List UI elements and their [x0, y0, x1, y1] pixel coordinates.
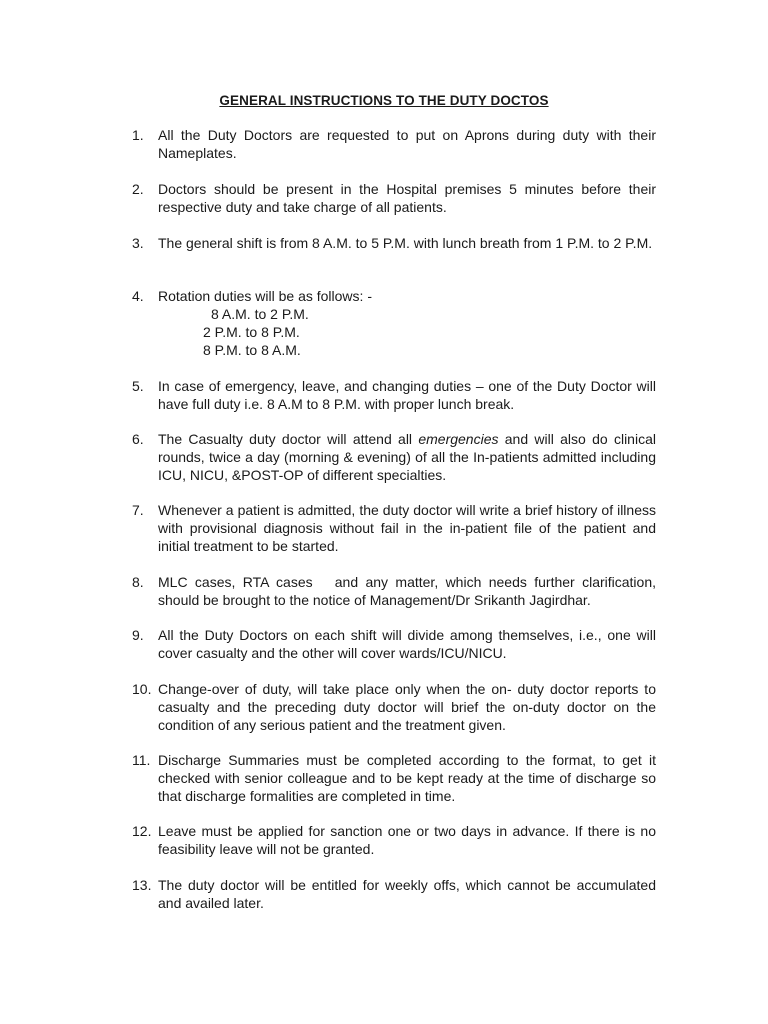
item-number: 11. — [132, 752, 151, 768]
item-number: 6. — [132, 431, 144, 447]
rotation-shift-1: 8 A.M. to 2 P.M. — [211, 306, 309, 322]
item-text-before: The Casualty duty doctor will attend all — [158, 431, 419, 447]
item-number: 13. — [132, 877, 152, 893]
instruction-item-6 — [132, 430, 656, 484]
instruction-item-13 — [132, 876, 656, 912]
item-number: 8. — [132, 574, 144, 590]
item-text-after: and will also do clinical rounds, twice a day (morning & evening) of all the In-patients admitted including ICU, NICU, &POST-OP of different specialties. — [158, 431, 656, 483]
item-text: MLC cases, RTA cases and any matter, which needs further clarification, should be brought to the notice of Management/Dr Srikanth Jagirdhar. — [158, 574, 660, 608]
item-text — [158, 287, 656, 359]
item-number: 7. — [132, 502, 144, 518]
instruction-item-9 — [132, 626, 656, 662]
instruction-item-12 — [132, 822, 656, 858]
instruction-item-8 — [132, 573, 660, 609]
item-text: The duty doctor will be entitled for weekly offs, which cannot be accumulated and availed later. — [158, 877, 656, 911]
instruction-item-10 — [132, 680, 656, 734]
item-number: 1. — [132, 127, 144, 143]
item-number: 9. — [132, 627, 144, 643]
item-number: 2. — [132, 181, 144, 197]
item-text: Whenever a patient is admitted, the duty doctor will write a brief history of illness with provisional diagnosis without fail in the in-patient file of the patient and initial treatment to be started. — [158, 502, 656, 554]
instruction-item-2 — [132, 180, 656, 216]
item-text: Doctors should be present in the Hospital premises 5 minutes before their respective duty and take charge of all patients. — [158, 181, 656, 215]
instruction-item-5 — [132, 377, 656, 413]
item-text — [158, 430, 656, 484]
item-number: 5. — [132, 378, 144, 394]
rotation-shift-2: 2 P.M. to 8 P.M. — [203, 324, 300, 340]
item-number: 3. — [132, 235, 144, 251]
item-number: 4. — [132, 288, 144, 304]
document-title: GENERAL INSTRUCTIONS TO THE DUTY DOCTOS — [219, 93, 549, 108]
item-text: The general shift is from 8 A.M. to 5 P.M. with lunch breath from 1 P.M. to 2 P.M. — [158, 235, 653, 251]
item-text: In case of emergency, leave, and changing duties – one of the Duty Doctor will have full duty i.e. 8 A.M to 8 P.M. with proper lunch break. — [158, 378, 656, 412]
item-text-emphasis: emergencies — [418, 431, 499, 447]
item-text: All the Duty Doctors on each shift will divide among themselves, i.e., one will cover casualty and the other will cover wards/ICU/NICU. — [158, 627, 656, 661]
rotation-shift-3: 8 P.M. to 8 A.M. — [203, 342, 301, 358]
item-text: All the Duty Doctors are requested to put on Aprons during duty with their Nameplates. — [158, 127, 656, 161]
item-number: 10. — [132, 681, 152, 697]
instruction-item-4 — [132, 287, 656, 359]
instruction-item-1 — [132, 126, 656, 162]
instruction-item-11 — [132, 751, 656, 805]
instruction-item-3 — [132, 234, 656, 252]
item-text: Leave must be applied for sanction one or two days in advance. If there is no feasibility leave will not be granted. — [158, 823, 656, 857]
item-number: 12. — [132, 823, 152, 839]
item-text: Change-over of duty, will take place only when the on- duty doctor reports to casualty and the preceding duty doctor will brief the on-duty doctor on the condition of any serious patient and the treatment given. — [158, 681, 656, 733]
item-text: Discharge Summaries must be completed according to the format, to get it checked with senior colleague and to be kept ready at the time of discharge so that discharge formalities are completed in time. — [158, 752, 656, 804]
rotation-intro: Rotation duties will be as follows: - — [158, 288, 372, 304]
instruction-item-7 — [132, 501, 656, 555]
